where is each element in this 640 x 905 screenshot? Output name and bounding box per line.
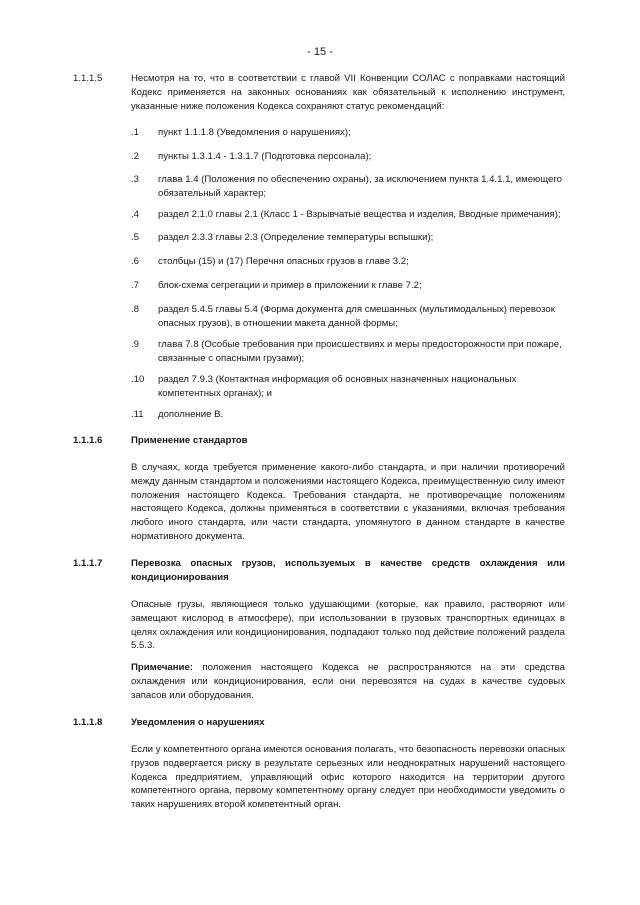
item-number: .4 [131, 209, 140, 220]
item-text: раздел 5.4.5 главы 5.4 (Форма документа для смешанных (мультимодальных) перевозок опасных грузов), в отношении макета данной формы; [158, 304, 555, 329]
section-heading: Уведомления о нарушениях [131, 717, 265, 728]
item-number: .5 [131, 232, 140, 243]
section-body: Опасные грузы, являющиеся только удушающими (которые, как правило, растворяют или замещают кислород в атмосфере), при использовании в грузовых транспортных единицах в целях охлаждения или кондиционирования, подпадают только под действие положений раздела 5.5.3. [131, 599, 565, 652]
section-number: 1.1.1.6 [73, 435, 103, 446]
item-text: раздел 7.9.3 (Контактная информация об основных назначенных национальных компетентных органах); и [158, 374, 517, 399]
item-text: столбцы (15) и (17) Перечня опасных грузов в главе 3.2; [158, 256, 409, 267]
item-number: .11 [131, 409, 144, 420]
item-number: .9 [131, 339, 140, 350]
item-text: пункты 1.3.1.4 - 1.3.1.7 (Подготовка персонала); [158, 151, 372, 162]
section-number: 1.1.1.8 [73, 717, 103, 728]
item-text: пункт 1.1.1.8 (Уведомления о нарушениях); [158, 127, 351, 138]
item-text: раздел 2.3.3 главы 2.3 (Определение температуры вспышки); [158, 232, 434, 243]
item-number: .3 [131, 174, 140, 185]
section-heading: Применение стандартов [131, 435, 248, 446]
item-text: блок-схема сегрегации и пример в приложении к главе 7.2; [158, 280, 422, 291]
item-number: .6 [131, 256, 140, 267]
item-text: глава 7.8 (Особые требования при происшествиях и меры предосторожности при пожаре, связанные с опасными грузами); [158, 339, 562, 364]
item-text: раздел 2.1.0 главы 2.1 (Класс 1 - Взрывчатые вещества и изделия, Вводные примечания); [158, 209, 561, 220]
section-body: В случаях, когда требуется применение какого-либо стандарта, и при наличии противоречий между данным стандартом и положениями настоящего Кодекса, преимущественную силу имеют положения настоящего Кодекса. Требования стандарта, не противоречащие положениям настоящего Кодекса, должны применяться в соответствии с указаниями, включая требования любого иного стандарта, или части стандарта, упомянутого в данном стандарте в качестве нормативного документа. [131, 462, 565, 542]
section-heading: Перевозка опасных грузов, используемых в качестве средств охлаждения или кондиционирования [131, 558, 565, 583]
item-number: .10 [131, 374, 145, 385]
note-text: положения настоящего Кодекса не распространяются на эти средства охлаждения или кондиционирования, если они перевозятся на судах в качестве судовых запасов или оборудования. [131, 662, 565, 701]
item-number: .8 [131, 304, 140, 315]
item-number: .2 [131, 151, 140, 162]
section-body: Если у компетентного органа имеются основания полагать, что безопасность перевозки опасных грузов подвергается риску в результате серьезных или неоднократных нарушений настоящего Кодекса предприятием, управляющий офис которого находится на территории другого компетентного органа, первому компетентному органу следует при необходимости уведомить о таких нарушениях второй компетентный орган. [131, 744, 565, 811]
note-label: Примечание: [131, 662, 193, 673]
section-number: 1.1.1.7 [73, 558, 103, 569]
section-number: 1.1.1.5 [73, 73, 103, 84]
item-number: .7 [131, 280, 140, 291]
note [131, 661, 565, 702]
item-text: дополнение В. [158, 409, 224, 420]
section-intro: Несмотря на то, что в соответствии с главой VII Конвенции СОЛАС с поправками настоящий Кодекс применяется на законных основаниях как обязательный к исполнению инструмент, указанные ниже положения Кодекса сохраняют статус рекомендаций: [131, 73, 565, 112]
item-number: .1 [131, 127, 140, 138]
item-text: глава 1.4 (Положения по обеспечению охраны), за исключением пункта 1.4.1.1, имеющего обязательный характер; [158, 174, 562, 199]
page-number: - 15 - [307, 46, 333, 58]
